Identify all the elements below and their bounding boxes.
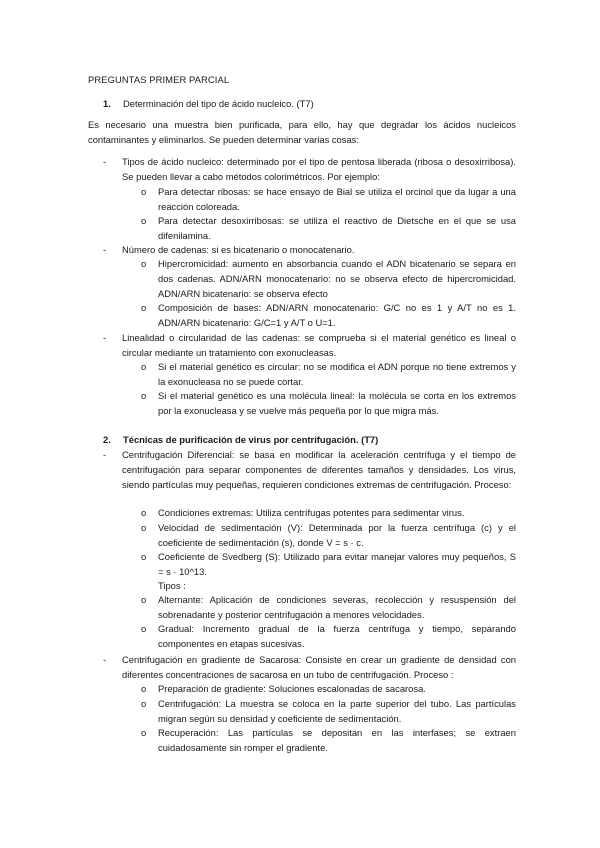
sub-item-text: Velocidad de sedimentación (V): Determinada por la fuerza centrífuga (c) y el coeficiente de sedimentación (s), donde V = s · c. <box>158 522 516 548</box>
circle-bullet: o <box>141 551 147 562</box>
sub-item-text: Centrifugación: La muestra se coloca en la parte superior del tubo. Las partículas migran según su densidad y coeficiente de sedimentación. <box>158 698 516 724</box>
sub-item-text: Coeficiente de Svedberg (S): Utilizado para evitar manejar valores muy pequeños, S = s · 10^13. <box>158 551 516 577</box>
sub-list-item <box>141 300 516 330</box>
dash-bullet: - <box>103 156 107 167</box>
sub-item-text: Alternante: Aplicación de condiciones severas, recolección y resuspensión del sobrenadante y posterior centrifugación a menores velocidades. <box>158 594 516 620</box>
list-item-text: Tipos de ácido nucleico: determinado por el tipo de pentosa liberada (ribosa o desoxirribosa). Se pueden llevar a cabo métodos colorimétricos. Por ejemplo: <box>122 156 516 182</box>
circle-bullet: o <box>141 215 147 226</box>
section-2-title: Técnicas de purificación de virus por centrifugación. (T7) <box>123 434 379 445</box>
circle-bullet: o <box>141 594 147 605</box>
sub-item-text: Composición de bases: ADN/ARN monocatenario: G/C no es 1 y A/T no es 1. ADN/ARN bicatenario: G/C=1 y A/T o U=1. <box>158 302 516 328</box>
list-item <box>88 652 516 682</box>
sub-item-text: Para detectar desoxirribosas: se utiliza el reactivo de Dietsche en el que se usa difenilamina. <box>158 215 516 241</box>
section-1-heading <box>103 96 314 111</box>
circle-bullet: o <box>141 623 147 634</box>
circle-bullet: o <box>141 390 147 401</box>
circle-bullet: o <box>141 522 147 533</box>
document-title: PREGUNTAS PRIMER PARCIAL <box>88 74 230 85</box>
circle-bullet: o <box>141 698 147 709</box>
sub-list-item <box>141 256 516 301</box>
sub-item-text: Para detectar ribosas: se hace ensayo de Bial se utiliza el orcinol que da lugar a una reacción coloreada. <box>158 186 516 212</box>
sub-list-item <box>141 696 516 726</box>
sub-list-item <box>141 520 516 550</box>
dash-bullet: - <box>103 654 107 665</box>
section-1-number: 1. <box>103 98 111 109</box>
circle-bullet: o <box>141 258 147 269</box>
sub-list-item <box>141 184 516 214</box>
sub-list-item <box>141 725 516 755</box>
section-2-number: 2. <box>103 434 111 445</box>
dash-bullet: - <box>103 332 107 343</box>
sub-item-text: Si el material genético es una molécula lineal: la molécula se corta en los extremos por la exonucleasa y se vuelve más pequeña por lo que migra más. <box>158 390 516 416</box>
sub-list-item <box>141 505 516 520</box>
circle-bullet: o <box>141 186 147 197</box>
list-item-text: Centrifugación Diferencial: se basa en modificar la aceleración centrífuga y el tiempo de centrifugación para separar componentes de diferentes tamaños y densidades. Los virus, siendo partículas muy pequeñas, requieren condiciones extremas de centrifugación. Proceso: <box>122 449 516 490</box>
list-item <box>88 330 516 360</box>
sub-list-item <box>141 592 516 622</box>
sub-item-text: Preparación de gradiente: Soluciones escalonadas de sacarosa. <box>158 683 426 694</box>
dash-bullet: - <box>103 449 107 460</box>
sub-item-text: Hipercromicidad: aumento en absorbancia cuando el ADN bicatenario se separa en dos cadenas. ADN/ARN monocatenario: no se observa efecto de hipercromicidad. ADN/ARN bicatenario: se observa efecto <box>158 258 516 299</box>
sub-list-item <box>141 681 516 696</box>
list-item <box>88 154 516 184</box>
sub-item-text: Recuperación: Las partículas se depositan en las interfases; se extraen cuidadosamente sin romper el gradiente. <box>158 727 516 753</box>
sub-item-text: Gradual: Incremento gradual de la fuerza centrífuga y tiempo, separando componentes en etapas sucesivas. <box>158 623 516 649</box>
circle-bullet: o <box>141 361 147 372</box>
list-item-text: Linealidad o circularidad de las cadenas: se comprueba si el material genético es lineal o circular mediante un tratamiento con exonucleasas. <box>122 332 516 358</box>
section-2-heading <box>103 432 378 447</box>
section-1-title: Determinación del tipo de ácido nucleico. (T7) <box>123 98 314 109</box>
sub-item-text: Si el material genético es circular: no se modifica el ADN porque no tiene extremos y la exonucleasa no se puede cortar. <box>158 361 516 387</box>
list-item-text: Número de cadenas: si es bicatenario o monocatenario. <box>122 244 355 255</box>
circle-bullet: o <box>141 507 147 518</box>
sub-list-item <box>141 213 516 243</box>
sub-list-item <box>141 549 516 579</box>
sub-list-item <box>141 359 516 389</box>
dash-bullet: - <box>103 244 107 255</box>
list-item <box>88 447 516 492</box>
sub-list-item <box>141 388 516 418</box>
sub-item-text: Condiciones extremas: Utiliza centrífugas potentes para sedimentar virus. <box>158 507 465 518</box>
section-1-intro: Es necesario una muestra bien purificada, para ello, hay que degradar los ácidos nucleicos contaminantes y eliminarlos. Se pueden determinar varias cosas: <box>88 119 516 145</box>
list-item-text: Centrifugación en gradiente de Sacarosa: Consiste en crear un gradiente de densidad con diferentes concentraciones de sacarosa en un tubo de centrifugación. Proceso : <box>122 654 516 680</box>
list-item <box>88 242 516 257</box>
sub-list-item <box>141 621 516 651</box>
tipos-label: Tipos : <box>158 580 186 591</box>
circle-bullet: o <box>141 727 147 738</box>
circle-bullet: o <box>141 683 147 694</box>
circle-bullet: o <box>141 302 147 313</box>
